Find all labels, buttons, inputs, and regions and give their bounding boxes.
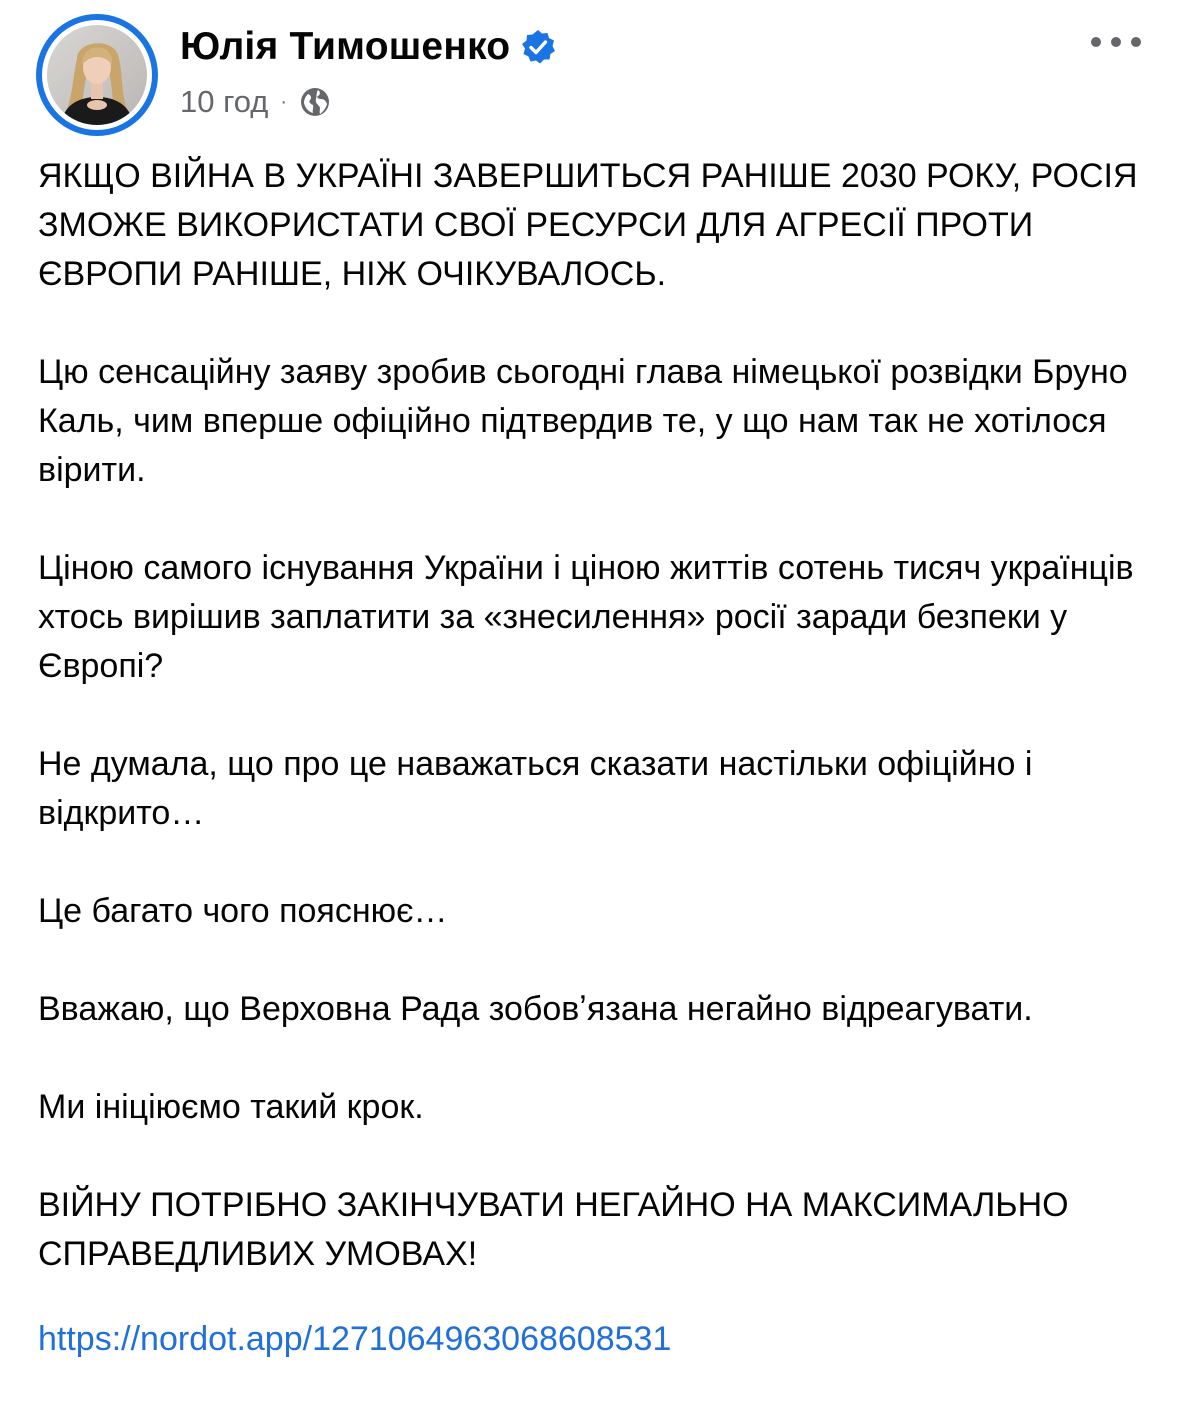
author-name[interactable]: Юлія Тимошенко <box>180 25 511 68</box>
post-paragraph: Ціною самого існування України і ціною життів сотень тисяч українців хтось вирішив заплатити за «знесилення» росії заради безпеки у Європі? <box>38 549 1134 685</box>
verified-badge-icon <box>520 29 556 65</box>
avatar-story-ring[interactable] <box>36 14 158 136</box>
globe-icon[interactable] <box>299 86 331 118</box>
post-body <box>38 152 1148 1364</box>
post-timestamp[interactable]: 10 год <box>180 84 269 119</box>
post-paragraph: ЯКЩО ВІЙНА В УКРАЇНІ ЗАВЕРШИТЬСЯ РАНІШЕ 2030 РОКУ, РОСІЯ ЗМОЖЕ ВИКОРИСТАТИ СВОЇ РЕСУРСИ ДЛЯ АГРЕСІЇ ПРОТИ ЄВРОПИ РАНІШЕ, НІЖ ОЧІКУВАЛОСЬ. <box>38 157 1138 293</box>
author-row <box>180 22 556 72</box>
avatar <box>47 25 147 125</box>
more-options-icon[interactable] <box>1088 24 1144 60</box>
post-paragraph: Не думала, що про це наважаться сказати настільки офіційно і відкрито… <box>38 745 1033 832</box>
post-link[interactable]: https://nordot.app/1271064963068608531 <box>38 1320 672 1358</box>
post-meta <box>180 82 331 122</box>
meta-separator: · <box>280 90 288 113</box>
post-paragraph: Цю сенсаційну заяву зробив сьогодні глава німецької розвідки Бруно Каль, чим вперше офіційно підтвердив те, у що нам так не хотілося вірити. <box>38 353 1128 489</box>
post-header <box>0 0 1179 140</box>
post-paragraph: Вважаю, що Верховна Рада зобовʼязана негайно відреагувати. <box>38 990 1033 1028</box>
post-paragraph: Це багато чого пояснює… <box>38 892 448 930</box>
post-paragraph: Ми ініціюємо такий крок. <box>38 1088 424 1126</box>
post-paragraph: ВІЙНУ ПОТРІБНО ЗАКІНЧУВАТИ НЕГАЙНО НА МАКСИМАЛЬНО СПРАВЕДЛИВИХ УМОВАХ! <box>38 1186 1069 1273</box>
